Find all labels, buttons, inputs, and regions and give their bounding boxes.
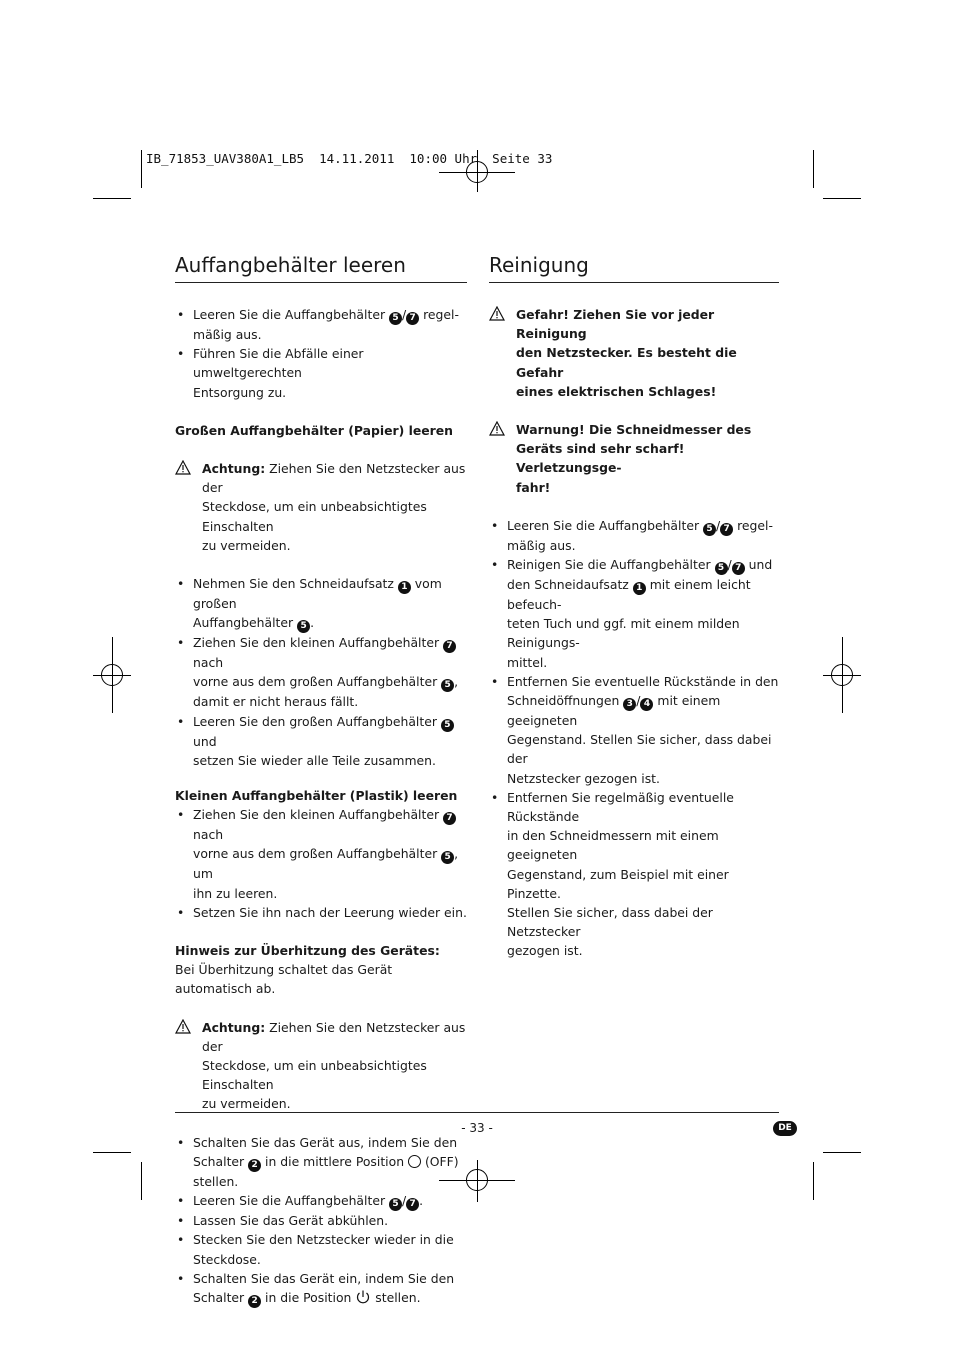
warning-icon xyxy=(489,306,505,321)
part-number-badge: 5 xyxy=(715,562,728,575)
intro-list xyxy=(175,305,467,402)
footer-divider xyxy=(175,1112,779,1113)
warning-note: Warnung! Die Schneidmesser des Geräts sind sehr scharf! Verletzungsge- fahr! xyxy=(489,420,779,497)
part-number-badge: 2 xyxy=(248,1159,261,1172)
crop-mark xyxy=(141,150,142,188)
part-number-badge: 7 xyxy=(732,562,745,575)
crop-mark xyxy=(93,1152,131,1153)
part-number-badge: 7 xyxy=(443,640,456,653)
part-number-badge: 3 xyxy=(623,698,636,711)
list-item: • Schalten Sie das Gerät ein, indem Sie den Schalter 2 in die Position stellen. xyxy=(175,1269,467,1308)
warning-note: Achtung: Ziehen Sie den Netzstecker aus der Steckdose, um ein unbeabsichtigtes Einschalten zu vermeiden. xyxy=(175,459,467,555)
print-slug: IB_71853_UAV380A1_LB5 14.11.2011 10:00 Uhr Seite 33 xyxy=(146,151,553,166)
list-item: • Leeren Sie die Auffangbehälter 5 / 7 regel- mäßig aus. xyxy=(489,516,779,555)
warning-icon xyxy=(175,1019,191,1034)
list-item: • Ziehen Sie den kleinen Auffangbehälter 7 nach vorne aus dem großen Auffangbehälter 5 , um ihn zu leeren. xyxy=(175,805,467,903)
part-number-badge: 5 xyxy=(389,1198,402,1211)
part-number-badge: 1 xyxy=(398,581,411,594)
left-column xyxy=(175,252,467,1308)
list-item: • Leeren Sie die Auffangbehälter 5 / 7 regel- mäßig aus. xyxy=(175,305,467,344)
crop-mark xyxy=(823,1152,861,1153)
page-number: - 33 - xyxy=(461,1121,493,1135)
subheading: Kleinen Auffangbehälter (Plastik) leeren xyxy=(175,788,458,804)
part-number-badge: 5 xyxy=(441,851,454,864)
list-item: • Führen Sie die Abfälle einer umweltgerechten Entsorgung zu. xyxy=(175,344,467,402)
right-column xyxy=(489,252,779,961)
part-number-badge: 5 xyxy=(297,620,310,633)
crop-mark xyxy=(813,150,814,188)
list-item: • Leeren Sie die Auffangbehälter 5 / 7 . xyxy=(175,1191,467,1211)
warning-icon xyxy=(175,460,191,475)
part-number-badge: 1 xyxy=(633,582,646,595)
danger-note: Gefahr! Ziehen Sie vor jeder Reinigung den Netzstecker. Es besteht die Gefahr eines elektrischen Schlages! xyxy=(489,305,779,401)
power-icon xyxy=(355,1289,371,1305)
list-item: • Leeren Sie den großen Auffangbehälter 5 und setzen Sie wieder alle Teile zusammen. xyxy=(175,712,467,770)
list-item: • Schalten Sie das Gerät aus, indem Sie den Schalter 2 in die mittlere Position (OFF) stellen. xyxy=(175,1133,467,1191)
list-item: • Setzen Sie ihn nach der Leerung wieder ein. xyxy=(175,903,467,922)
warning-note: Achtung: Ziehen Sie den Netzstecker aus der Steckdose, um ein unbeabsichtigtes Einschalten zu vermeiden. xyxy=(175,1018,467,1114)
steps-list xyxy=(175,574,467,770)
warning-icon xyxy=(489,421,505,436)
hint-text: Bei Überhitzung schaltet das Gerät automatisch ab. xyxy=(175,962,393,997)
list-item: • Lassen Sie das Gerät abkühlen. xyxy=(175,1211,467,1230)
part-number-badge: 7 xyxy=(720,523,733,536)
part-number-badge: 7 xyxy=(443,812,456,825)
subheading: Großen Auffangbehälter (Papier) leeren xyxy=(175,422,453,438)
part-number-badge: 7 xyxy=(406,1198,419,1211)
registration-circle xyxy=(831,664,853,686)
subheading: Hinweis zur Überhitzung des Gerätes: xyxy=(175,943,440,959)
crop-mark xyxy=(813,1162,814,1200)
crop-mark xyxy=(823,198,861,199)
part-number-badge: 5 xyxy=(389,312,402,325)
part-number-badge: 5 xyxy=(703,523,716,536)
steps-list xyxy=(175,805,467,922)
crop-mark xyxy=(141,1162,142,1200)
list-item: • Ziehen Sie den kleinen Auffangbehälter 7 nach vorne aus dem großen Auffangbehälter 5 , damit er nicht heraus fällt. xyxy=(175,633,467,711)
crop-mark xyxy=(93,198,131,199)
section-title: Reinigung xyxy=(489,252,779,283)
part-number-badge: 5 xyxy=(441,719,454,732)
language-badge: DE xyxy=(773,1121,797,1136)
section-title: Auffangbehälter leeren xyxy=(175,252,467,283)
cleaning-list xyxy=(489,516,779,961)
part-number-badge: 2 xyxy=(248,1295,261,1308)
registration-circle xyxy=(466,1169,488,1191)
list-item: • Stecken Sie den Netzstecker wieder in die Steckdose. xyxy=(175,1230,467,1268)
part-number-badge: 4 xyxy=(640,698,653,711)
steps-list xyxy=(175,1133,467,1308)
part-number-badge: 7 xyxy=(406,312,419,325)
part-number-badge: 5 xyxy=(441,679,454,692)
list-item: • Reinigen Sie die Auffangbehälter 5 / 7 und den Schneidaufsatz 1 mit einem leicht befeuch- teten Tuch und ggf. mit einem milden Reinigungs- mittel. xyxy=(489,555,779,672)
list-item: • Entfernen Sie regelmäßig eventuelle Rückstände in den Schneidmessern mit einem geeigneten Gegenstand, zum Beispiel mit einer Pinzette. Stellen Sie sicher, dass dabei der Netzstecker gezogen ist. xyxy=(489,788,779,961)
off-position-icon xyxy=(408,1155,421,1168)
registration-circle xyxy=(101,664,123,686)
list-item: • Nehmen Sie den Schneidaufsatz 1 vom großen Auffangbehälter 5 . xyxy=(175,574,467,633)
list-item: • Entfernen Sie eventuelle Rückstände in den Schneidöffnungen 3 / 4 mit einem geeigneten Gegenstand. Stellen Sie sicher, dass dabei der Netzstecker gezogen ist. xyxy=(489,672,779,788)
